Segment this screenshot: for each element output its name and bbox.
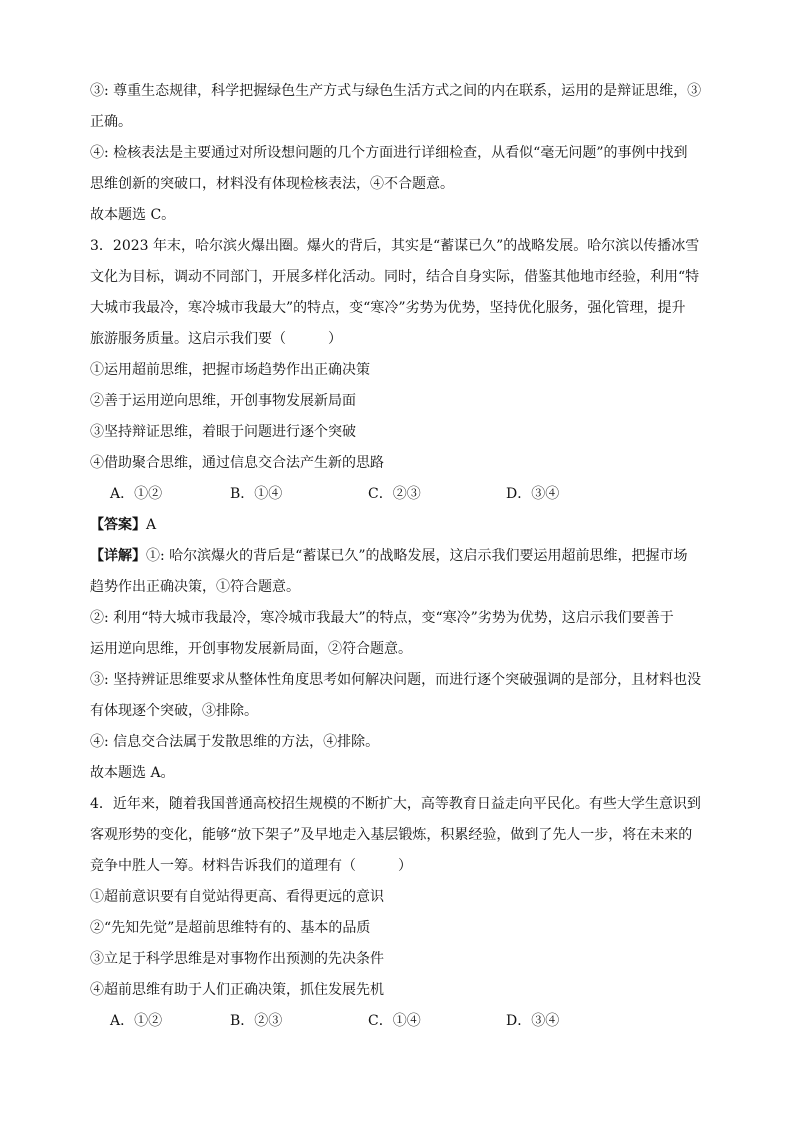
option-b: B．①④	[230, 486, 283, 502]
detail-tag: 【详解】	[90, 548, 146, 564]
question-3-item: ③坚持辩证思维，着眼于问题进行逐个突破	[90, 424, 356, 440]
question-3-detail: 有体现逐个突破，③排除。	[90, 703, 258, 719]
question-3-item: ①运用超前思维，把握市场趋势作出正确决策	[90, 362, 370, 378]
document-content	[90, 76, 704, 1037]
question-3-detail: 运用逆向思维，开创事物发展新局面，②符合题意。	[90, 641, 412, 657]
option-a: A．①②	[110, 486, 163, 502]
question-4-stem: 4．近年来，随着我国普通高校招生规模的不断扩大，高等教育日益走向平民化。有些大学生意识到	[90, 796, 701, 812]
analysis-line: 思维创新的突破口，材料没有体现检核表法，④不合题意。	[90, 176, 454, 192]
option-c: C．①④	[368, 1013, 421, 1029]
option-d: D．③④	[506, 486, 560, 502]
question-4-stem: 客观形势的变化，能够“放下架子”及早地走入基层锻炼，积累经验，做到了先人一步，将在未来的	[90, 827, 693, 843]
question-3-answer	[90, 510, 704, 541]
question-3-options	[90, 479, 704, 510]
option-a: A．①②	[110, 1013, 163, 1029]
question-4-item: ④超前思维有助于人们正确决策，抓住发展先机	[90, 982, 384, 998]
question-3-stem: 大城市我最冷，寒冷城市我最大”的特点，变“寒冷”劣势为优势，坚持优化服务，强化管理，提升	[90, 300, 686, 316]
question-3-item: ②善于运用逆向思维，开创事物发展新局面	[90, 393, 356, 409]
option-b: B．②③	[230, 1013, 283, 1029]
answer-value: A	[146, 517, 157, 533]
question-4-stem: 竞争中胜人一筹。材料告诉我们的道理有（ ）	[90, 858, 412, 874]
question-4-item: ②“先知先觉”是超前思维特有的、基本的品质	[90, 920, 371, 936]
question-3-detail: ③: 坚持辨证思维要求从整体性角度思考如何解决问题，而进行逐个突破强调的是部分，且材料也没	[90, 672, 702, 688]
question-3-detail	[90, 541, 704, 572]
question-3-item: ④借助聚合思维，通过信息交合法产生新的思路	[90, 455, 384, 471]
analysis-conclusion: 故本题选 C。	[90, 207, 176, 223]
option-d: D．③④	[506, 1013, 560, 1029]
option-c: C．②③	[368, 486, 421, 502]
analysis-line: ④: 检核表法是主要通过对所设想问题的几个方面进行详细检查，从看似“毫无问题”的事例中找到	[90, 145, 688, 161]
question-4-item: ③立足于科学思维是对事物作出预测的先决条件	[90, 951, 384, 967]
question-3-conclusion: 故本题选 A。	[90, 765, 175, 781]
detail-text: ①: 哈尔滨爆火的背后是“蓄谋已久”的战略发展，这启示我们要运用超前思维，把握市场	[146, 548, 688, 564]
question-4-options	[90, 1006, 704, 1037]
question-3-stem: 文化为目标，调动不同部门，开展多样化活动。同时，结合自身实际，借鉴其他地市经验，利用“特	[90, 269, 700, 285]
question-3-detail: 趋势作出正确决策，①符合题意。	[90, 579, 300, 595]
question-3-detail: ④: 信息交合法属于发散思维的方法，④排除。	[90, 734, 380, 750]
analysis-line: 正确。	[90, 114, 132, 130]
answer-tag: 【答案】	[90, 517, 146, 533]
question-3-stem: 3．2023 年末，哈尔滨火爆出圈。爆火的背后，其实是“蓄谋已久”的战略发展。哈尔滨以传播冰雪	[90, 238, 700, 254]
analysis-line: ③: 尊重生态规律，科学把握绿色生产方式与绿色生活方式之间的内在联系，运用的是辩证思维，③	[90, 83, 702, 99]
question-3-stem: 旅游服务质量。这启示我们要（ ）	[90, 331, 342, 347]
question-3-detail: ②: 利用“特大城市我最冷，寒冷城市我最大”的特点，变“寒冷”劣势为优势，这启示我们要善于	[90, 610, 674, 626]
question-4-item: ①超前意识要有自觉站得更高、看得更远的意识	[90, 889, 384, 905]
